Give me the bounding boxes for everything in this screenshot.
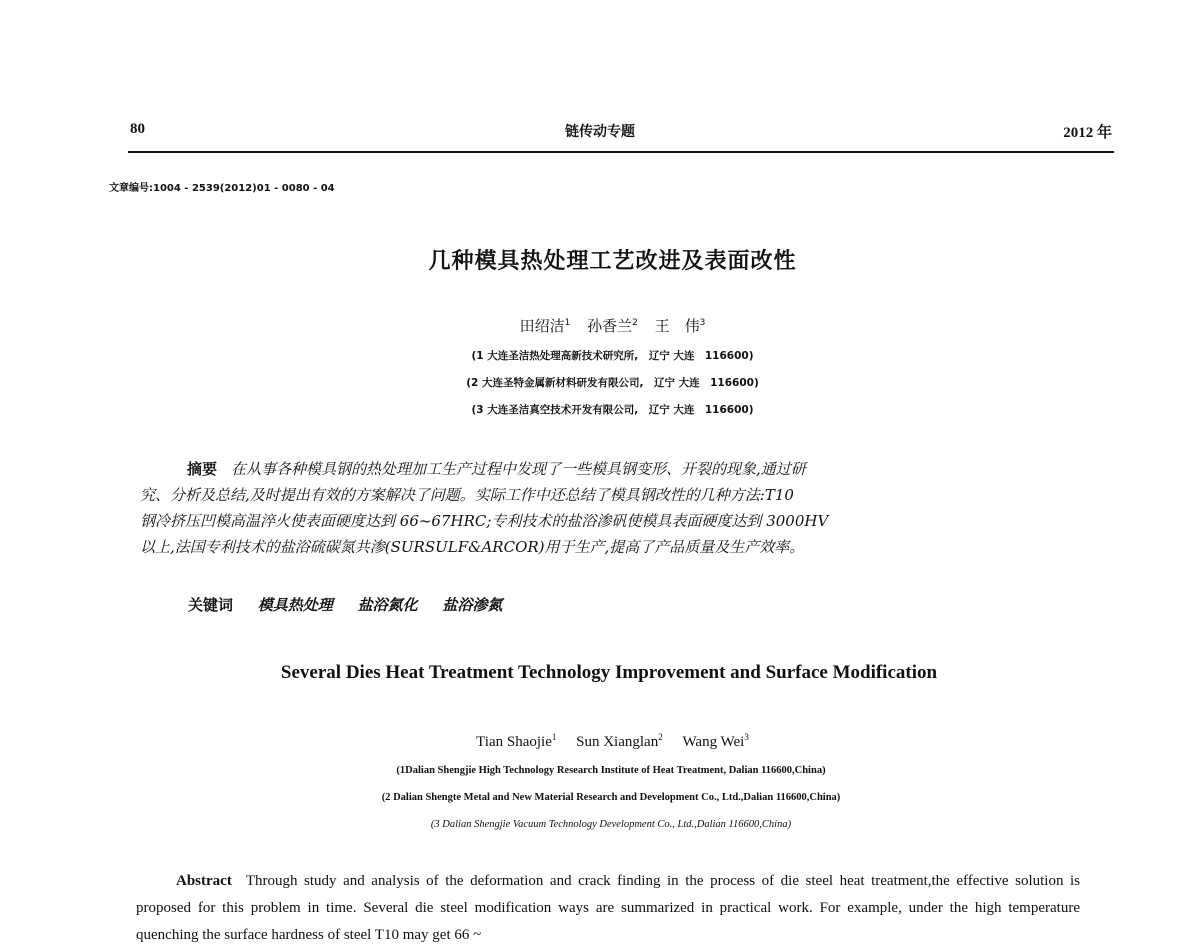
header-rule [128,151,1114,153]
cn-affiliation-2: (2 大连圣特金属新材料研发有限公司, 辽宁 大连 116600) [466,377,759,389]
en-abstract-text: Through study and analysis of the deformation and crack finding in the process of die steel heat treatment,the effective solution is proposed for this problem in time. Several die steel modification ways are summarized in practical work. For example, under the high temperature quenching the surface hardness of steel T10 may get 66 ~ [136,873,1080,943]
cn-title: 几种模具热处理工艺改进及表面改性 [428,249,797,274]
en-abstract-label: Abstract [176,873,232,889]
keyword: 盐浴渗氮 [442,596,503,614]
en-affiliation-2: (2 Dalian Shengte Metal and New Material Research and Development Co., Ltd.,Dalian 116600,China) [381,792,841,803]
cn-abstract-line: 在从事各种模具钢的热处理加工生产过程中发现了一些模具钢变形、开裂的现象,通过研 [231,460,806,478]
en-author: Sun Xianglan$^2$ [576,732,663,750]
en-abstract [136,868,1080,949]
en-author: Tian Shaojie$^1$ [476,732,557,750]
en-title: Several Dies Heat Treatment Technology Improvement and Surface Modification [280,662,938,683]
cn-abstract-line: 究、分析及总结,及时提出有效的方案解决了问题。实际工作中还总结了模具钢改性的几种方法:T10 [140,486,794,504]
cn-abstract-line: 钢冷挤压凹模高温淬火使表面硬度达到 66~67HRC;专利技术的盐浴渗矾使模具表面硬度达到 3000HV [140,512,829,530]
cn-affiliation-3: (3 大连圣洁真空技术开发有限公司, 辽宁 大连 116600) [471,404,754,416]
cn-affiliation-1: (1 大连圣洁热处理高新技术研究所, 辽宁 大连 116600) [471,350,754,362]
cn-abstract-line: 以上,法国专利技术的盐浴硫碳氮共渗(SURSULF&ARCOR)用于生产,提高了产品质量及生产效率。 [140,538,805,556]
cn-authors [0,315,1200,336]
cn-author: 王 伟$^3$ [654,317,706,335]
keyword: 盐浴氮化 [357,596,418,614]
cn-abstract-label: 摘要 [187,460,218,478]
en-authors [0,732,1200,751]
keyword: 模具热处理 [257,596,333,614]
journal-name: 链传动专题 [565,124,635,140]
cn-keywords-label: 关键词 [188,596,234,614]
article-number: 文章编号:1004 - 2539(2012)01 - 0080 - 04 [109,183,335,194]
page-number: 80 [130,121,145,137]
en-affiliation-1: (1Dalian Shengjie High Technology Research Institute of Heat Treatment, Dalian 116600,China) [396,765,826,776]
en-affiliation-3: (3 Dalian Shengjie Vacuum Technology Development Co., Ltd.,Dalian 116600,China) [430,819,792,830]
cn-author: 田绍洁$^1$ [519,317,571,335]
en-author: Wang Wei$^3$ [682,732,749,750]
year-label: 2012 年 [1063,125,1112,141]
cn-abstract [140,456,1080,560]
cn-author: 孙香兰$^2$ [587,317,638,335]
cn-keywords [188,594,522,615]
